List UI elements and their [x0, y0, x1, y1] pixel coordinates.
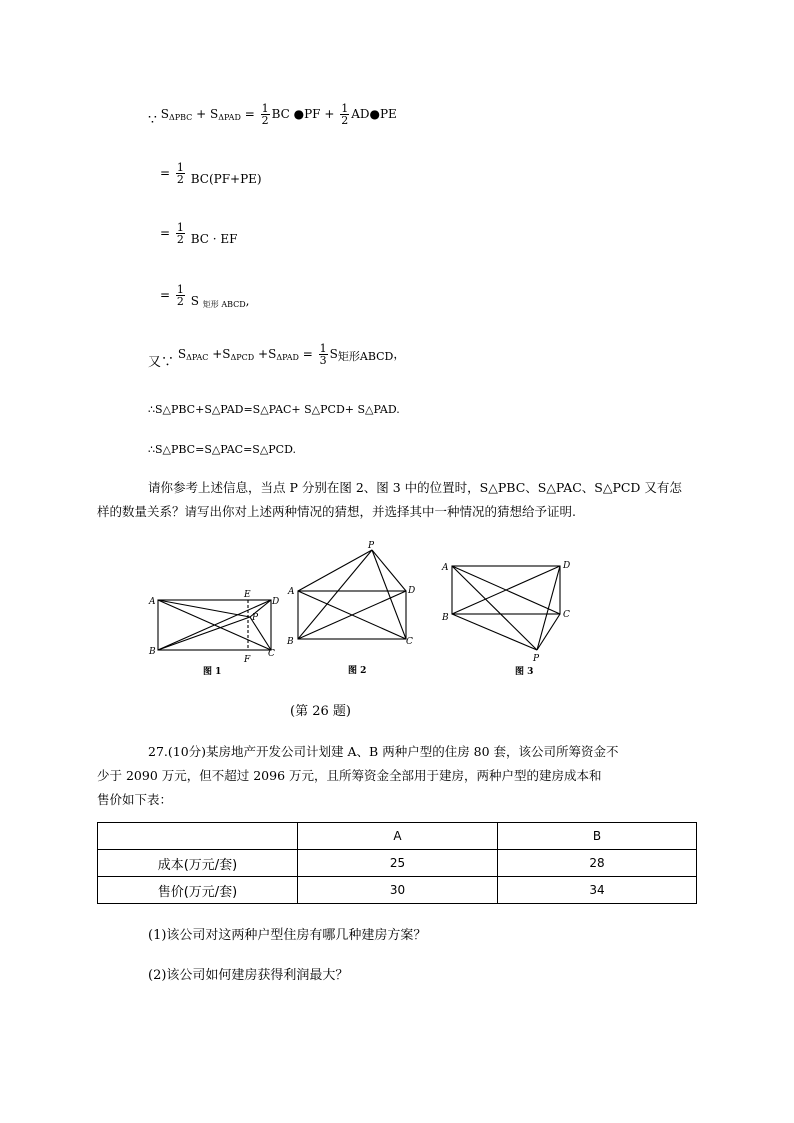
label-A: A	[288, 587, 295, 597]
proof-line-5: 又∵ $S_{\Delta PAC} +S_{\Delta PCD} +S_{\Delta PAD}$ = $\frac{1}{3}$ S矩形ABCD，	[148, 342, 406, 370]
figure-1-labels	[148, 590, 279, 677]
label-P: P	[252, 613, 259, 623]
geometry-figures	[140, 540, 580, 680]
figure-3-caption: 图 3	[515, 667, 534, 677]
table-cell: 25	[298, 850, 498, 877]
fraction: $\frac{1}{3}$	[319, 342, 327, 367]
label-B: B	[442, 613, 449, 623]
table-header-cell: A	[298, 823, 498, 850]
label-D: D	[272, 597, 280, 607]
cost-price-table	[97, 822, 697, 904]
table-header-cell: B	[498, 823, 697, 850]
label-C: C	[268, 649, 275, 659]
fraction: $\frac{1}{2}$	[261, 102, 269, 127]
figure-2	[298, 550, 406, 639]
proof-line-1: ∵ $S_{\Delta PBC} + S_{\Delta PAD}$ = $\frac{1}{2}$ BC ●PF + $\frac{1}{2}$ AD●PE	[148, 102, 397, 128]
proof-line-7: ∴S△PBC=S△PAC=S△PCD.	[148, 443, 297, 456]
table-cell: 成本(万元/套)	[98, 850, 298, 877]
proof-line-3: = $\frac{1}{2}$ BC · EF	[160, 221, 238, 246]
label-C: C	[563, 610, 570, 620]
table-cell: 30	[298, 877, 498, 904]
question-26-text: 请你参考上述信息，当点 P 分别在图 2、图 3 中的位置时，S△PBC、S△PAC、S△PCD 又有怎 样的数量关系？请写出你对上述两种情况的猜想，并选择其中一种情况的猜想给予证明.	[97, 480, 682, 519]
figure-2-caption: 图 2	[348, 666, 367, 676]
label-A: A	[442, 563, 449, 573]
because-symbol: ∵	[148, 112, 157, 128]
proof-line-6: ∴S△PBC+S△PAD=S△PAC+ S△PCD+ S△PAD.	[148, 403, 400, 416]
label-C: C	[406, 637, 413, 647]
table-header-cell	[98, 823, 298, 850]
label-D: D	[408, 586, 416, 596]
sub-question-2: (2)该公司如何建房获得利润最大？	[148, 968, 349, 983]
label-D: D	[563, 561, 571, 571]
table-row	[98, 850, 697, 877]
label-A: A	[149, 597, 156, 607]
figure-1	[158, 600, 271, 650]
label-B: B	[287, 637, 294, 647]
table-cell: 售价(万元/套)	[98, 877, 298, 904]
table-cell: 28	[498, 850, 697, 877]
figure-caption: (第 26 题)	[290, 704, 351, 719]
fraction: $\frac{1}{2}$	[176, 221, 184, 246]
table-cell: 34	[498, 877, 697, 904]
sub-question-1: (1)该公司对这两种户型住房有哪几种建房方案？	[148, 928, 427, 943]
label-B: B	[149, 647, 156, 657]
label-P: P	[368, 541, 375, 551]
table-header-row	[98, 823, 697, 850]
label-F: F	[244, 655, 251, 665]
proof-line-2: = $\frac{1}{2}$ BC(PF+PE)	[160, 161, 262, 186]
fraction: $\frac{1}{2}$	[176, 161, 184, 186]
fraction: $\frac{1}{2}$	[341, 102, 349, 127]
figure-1-caption: 图 1	[203, 667, 222, 677]
label-P: P	[533, 654, 540, 664]
label-E: E	[244, 590, 251, 600]
question-27-text: 27.(10分)某房地产开发公司计划建 A、B 两种户型的住房 80 套，该公司所筹资金不 少于 2090 万元，但不超过 2096 万元，且所筹资金全部用于建房，两种户型的建房成本和 售价如下表：	[97, 744, 619, 807]
table-row	[98, 877, 697, 904]
figure-3	[452, 566, 560, 650]
proof-line-4: = $\frac{1}{2}$ S $_{矩形 ABCD}$,	[160, 283, 250, 309]
fraction: $\frac{1}{2}$	[176, 283, 184, 308]
